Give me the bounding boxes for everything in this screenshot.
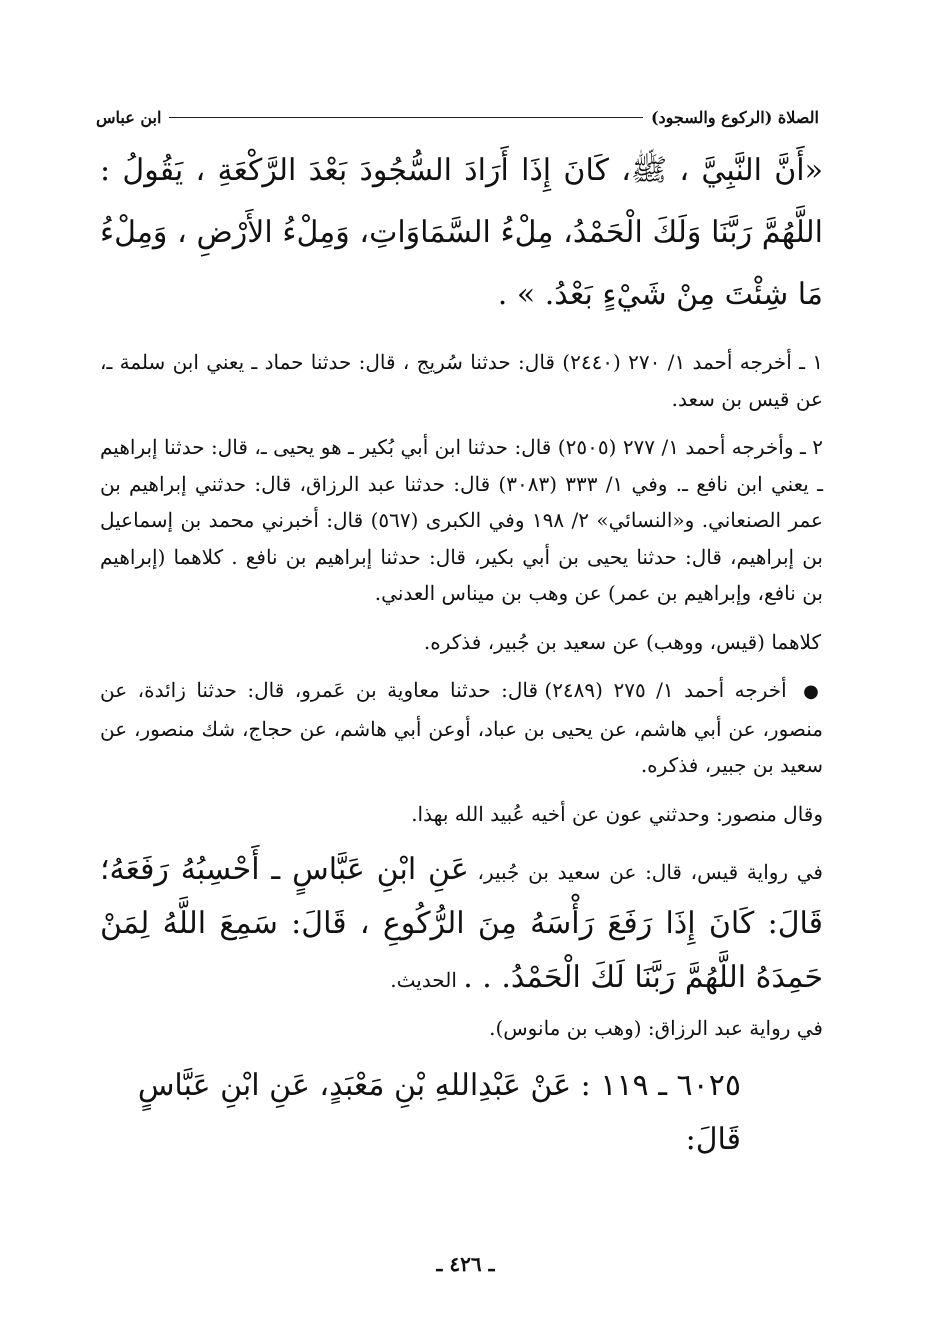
qays-variant-lead: في رواية قيس، قال: عن سعيد بن جُبير، — [477, 860, 823, 884]
takhrij-note-2: ٢ ـ وأخرجه أحمد ١/ ٢٧٧ (٢٥٠٥) قال: حدثنا ابن أبي بُكير ـ هو يحيى ـ، قال: حدثنا إبراهيم ـ يعني ابن نافع ـ. وفي ١/ ٣٣٣ (٣٠٨٣) قال: حدثنا عبد الرزاق، قال: حدثني إبراهيم بن عمر الصنعاني. و«النسائي» ٢/ ١٩٨ وفي الكبرى (٥٦٧) قال: أخبرني محمد بن إسماعيل بن إبراهيم، قال: حدثنا يحيى بن أبي بكير، قال: حدثنا إبراهيم بن نافع . كلاهما (إبراهيم بن نافع، وإبراهيم بن عمر) عن وهب بن ميناس العدني. — [100, 435, 823, 605]
bullet-icon: ● — [803, 681, 823, 702]
bullet-note — [100, 672, 823, 784]
qays-variant-tail: الحديث. — [390, 968, 457, 992]
bullet-note-text: أخرجه أحمد ١/ ٢٧٥ (٢٤٨٩) قال: حدثنا معاوية بن عَمرو، قال: حدثنا زائدة، عن منصور، عن أبي هاشم، عن يحيى بن عباد، أوعن أبي هاشم، عن حجاج، شك منصور، عن سعيد بن جبير، فذكره. — [100, 678, 823, 777]
takhrij-note-1: ١ ـ أخرجه أحمد ١/ ٢٧٠ (٢٤٤٠) قال: حدثنا سُريج ، قال: حدثنا حماد ـ يعني ابن سلمة ـ، عن قيس بن سعد. — [100, 350, 824, 411]
chapter-title: الصلاة (الركوع والسجود) — [650, 107, 819, 127]
qays-variant-text: عَنِ ابْنِ عَبَّاسٍ ـ أَحْسِبُهُ رَفَعَهُ؛ قَالَ: كَانَ إِذَا رَفَعَ رَأْسَهُ مِنَ الرُّكُوعِ ، قَالَ: سَمِعَ اللَّهُ لِمَنْ حَمِدَهُ اللَّهُمَّ رَبَّنَا لَكَ الْحَمْدُ. . . — [100, 852, 823, 995]
abd-al-razzaq-note: في رواية عبد الرزاق: (وهب بن مانوس). — [489, 1016, 823, 1040]
hadith-text: «أَنَّ النَّبِيَّ ، ﷺ، كَانَ إِذَا أَرَادَ السُّجُودَ بَعْدَ الرَّكْعَةِ ، يَقُولُ : اللَّهُمَّ رَبَّنَا وَلَكَ الْحَمْدُ، مِلْءُ السَّمَاوَاتِ، وَمِلْءُ الأَرْضِ ، وَمِلْءُ مَا شِئْتَ مِنْ شَيْءٍ بَعْدُ. » . — [100, 153, 823, 312]
page-content — [100, 140, 823, 1197]
takhrij-note-3: كلاهما (قيس، ووهب) عن سعيد بن جُبير، فذكره. — [423, 629, 821, 654]
header-rule — [169, 117, 643, 118]
next-hadith-heading: ٦٠٢٥ ـ ١١٩ : عَنْ عَبْدِاللهِ بْنِ مَعْبَدٍ، عَنِ ابْنِ عَبَّاسٍ قَالَ: — [137, 1067, 741, 1157]
mansur-note: وقال منصور: وحدثني عون عن أخيه عُبيد الله بهذا. — [411, 801, 823, 826]
running-header — [96, 104, 819, 130]
qays-variant — [100, 844, 823, 1006]
section-title: ابن عباس — [96, 107, 162, 127]
page-number: ـ ٤٢٦ ـ — [436, 1252, 495, 1276]
